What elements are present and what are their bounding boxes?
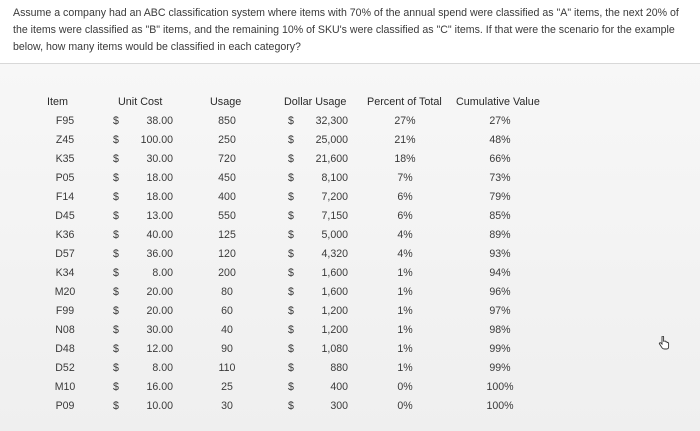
cell-item: K36 (55, 229, 75, 241)
dollar-usage-value: 1,600 (321, 267, 348, 279)
header-unit-cost: Unit Cost (118, 96, 163, 108)
table-row (0, 226, 700, 244)
currency-sign: $ (113, 286, 119, 298)
currency-sign: $ (113, 153, 119, 165)
header-usage: Usage (210, 96, 242, 108)
cell-item: N08 (55, 324, 75, 336)
table-row (0, 264, 700, 282)
cell-item: D57 (55, 248, 75, 260)
unit-cost-value: 20.00 (146, 286, 173, 298)
currency-sign: $ (288, 134, 294, 146)
cell-usage: 25 (221, 381, 233, 393)
cell-usage: 60 (221, 305, 233, 317)
question-text: Assume a company had an ABC classification system where items with 70% of the annual spend were classified as "A" items, the next 20% of the items were classified as "B" items, and the remaining 10% of SKU's were classified as "C" items. If that were the scenario for the example below, how many items would be classified in each category? (13, 7, 679, 53)
cell-cumulative-value: 97% (489, 305, 511, 317)
cell-cumulative-value: 99% (489, 343, 511, 355)
cell-percent-of-total: 0% (397, 400, 413, 412)
cell-cumulative-value: 89% (489, 229, 511, 241)
table-row (0, 112, 700, 130)
currency-sign: $ (113, 229, 119, 241)
currency-sign: $ (113, 305, 119, 317)
cell-cumulative-value: 99% (489, 362, 511, 374)
table-row (0, 397, 700, 415)
dollar-usage-value: 7,200 (321, 191, 348, 203)
currency-sign: $ (288, 362, 294, 374)
dollar-usage-value: 300 (330, 400, 348, 412)
currency-sign: $ (113, 134, 119, 146)
cell-usage: 90 (221, 343, 233, 355)
cell-percent-of-total: 1% (397, 324, 413, 336)
dollar-usage-value: 400 (330, 381, 348, 393)
cell-cumulative-value: 96% (489, 286, 511, 298)
cell-percent-of-total: 1% (397, 362, 413, 374)
pointer-hand-icon (658, 336, 670, 350)
cell-usage: 125 (218, 229, 236, 241)
abc-table-image (0, 64, 700, 431)
cell-item: Z45 (55, 134, 75, 146)
cell-percent-of-total: 6% (397, 191, 413, 203)
cell-cumulative-value: 66% (489, 153, 511, 165)
table-row (0, 283, 700, 301)
cell-item: M20 (54, 286, 76, 298)
cell-percent-of-total: 1% (397, 267, 413, 279)
table-header (0, 93, 700, 111)
cell-percent-of-total: 27% (394, 115, 416, 127)
currency-sign: $ (288, 229, 294, 241)
header-percent-of-total: Percent of Total (367, 96, 442, 108)
currency-sign: $ (113, 115, 119, 127)
currency-sign: $ (288, 267, 294, 279)
header-item: Item (47, 96, 68, 108)
currency-sign: $ (288, 248, 294, 260)
unit-cost-value: 16.00 (146, 381, 173, 393)
table-row (0, 321, 700, 339)
cell-percent-of-total: 1% (397, 305, 413, 317)
cell-percent-of-total: 6% (397, 210, 413, 222)
question-panel (0, 0, 700, 64)
unit-cost-value: 18.00 (146, 191, 173, 203)
unit-cost-value: 12.00 (146, 343, 173, 355)
unit-cost-value: 10.00 (146, 400, 173, 412)
cell-item: F99 (55, 305, 75, 317)
cell-usage: 250 (218, 134, 236, 146)
unit-cost-value: 20.00 (146, 305, 173, 317)
cell-percent-of-total: 1% (397, 286, 413, 298)
cell-item: M10 (54, 381, 76, 393)
cell-cumulative-value: 85% (489, 210, 511, 222)
currency-sign: $ (288, 343, 294, 355)
cell-percent-of-total: 4% (397, 248, 413, 260)
unit-cost-value: 8.00 (152, 267, 173, 279)
unit-cost-value: 18.00 (146, 172, 173, 184)
dollar-usage-value: 4,320 (321, 248, 348, 260)
currency-sign: $ (288, 400, 294, 412)
cell-percent-of-total: 7% (397, 172, 413, 184)
cell-cumulative-value: 98% (489, 324, 511, 336)
currency-sign: $ (288, 286, 294, 298)
table-row (0, 207, 700, 225)
currency-sign: $ (113, 210, 119, 222)
table-row (0, 131, 700, 149)
table-row (0, 340, 700, 358)
cell-usage: 80 (221, 286, 233, 298)
unit-cost-value: 36.00 (146, 248, 173, 260)
cell-cumulative-value: 48% (489, 134, 511, 146)
cell-item: K34 (55, 267, 75, 279)
dollar-usage-value: 5,000 (321, 229, 348, 241)
dollar-usage-value: 21,600 (315, 153, 348, 165)
header-cumulative-value: Cumulative Value (456, 96, 540, 108)
cell-item: P05 (55, 172, 75, 184)
dollar-usage-value: 880 (330, 362, 348, 374)
cell-item: K35 (55, 153, 75, 165)
cell-usage: 720 (218, 153, 236, 165)
currency-sign: $ (113, 267, 119, 279)
cell-usage: 200 (218, 267, 236, 279)
dollar-usage-value: 1,080 (321, 343, 348, 355)
cell-usage: 450 (218, 172, 236, 184)
table-row (0, 188, 700, 206)
unit-cost-value: 38.00 (146, 115, 173, 127)
table-row (0, 359, 700, 377)
header-dollar-usage: Dollar Usage (284, 96, 347, 108)
table-row (0, 245, 700, 263)
cell-cumulative-value: 94% (489, 267, 511, 279)
cell-cumulative-value: 73% (489, 172, 511, 184)
cell-item: D45 (55, 210, 75, 222)
cell-usage: 110 (218, 362, 236, 374)
currency-sign: $ (113, 191, 119, 203)
currency-sign: $ (113, 381, 119, 393)
dollar-usage-value: 1,600 (321, 286, 348, 298)
cell-cumulative-value: 100% (486, 381, 514, 393)
unit-cost-value: 30.00 (146, 324, 173, 336)
currency-sign: $ (288, 191, 294, 203)
currency-sign: $ (113, 172, 119, 184)
unit-cost-value: 100.00 (140, 134, 173, 146)
cell-percent-of-total: 0% (397, 381, 413, 393)
cell-usage: 30 (221, 400, 233, 412)
cell-percent-of-total: 4% (397, 229, 413, 241)
currency-sign: $ (113, 362, 119, 374)
cell-percent-of-total: 21% (394, 134, 416, 146)
dollar-usage-value: 32,300 (315, 115, 348, 127)
cell-item: D48 (55, 343, 75, 355)
cell-item: F14 (55, 191, 75, 203)
unit-cost-value: 30.00 (146, 153, 173, 165)
cell-usage: 120 (218, 248, 236, 260)
currency-sign: $ (288, 115, 294, 127)
unit-cost-value: 40.00 (146, 229, 173, 241)
currency-sign: $ (288, 305, 294, 317)
currency-sign: $ (288, 153, 294, 165)
cell-cumulative-value: 27% (489, 115, 511, 127)
table-row (0, 302, 700, 320)
cell-item: F95 (55, 115, 75, 127)
dollar-usage-value: 1,200 (321, 324, 348, 336)
currency-sign: $ (113, 400, 119, 412)
cell-percent-of-total: 18% (394, 153, 416, 165)
unit-cost-value: 13.00 (146, 210, 173, 222)
dollar-usage-value: 25,000 (315, 134, 348, 146)
cell-cumulative-value: 79% (489, 191, 511, 203)
currency-sign: $ (113, 343, 119, 355)
table-row (0, 378, 700, 396)
cell-usage: 550 (218, 210, 236, 222)
dollar-usage-value: 1,200 (321, 305, 348, 317)
cell-percent-of-total: 1% (397, 343, 413, 355)
currency-sign: $ (288, 210, 294, 222)
currency-sign: $ (113, 324, 119, 336)
cell-item: P09 (55, 400, 75, 412)
currency-sign: $ (288, 324, 294, 336)
cell-usage: 40 (221, 324, 233, 336)
cell-cumulative-value: 93% (489, 248, 511, 260)
cell-usage: 400 (218, 191, 236, 203)
table-row (0, 169, 700, 187)
cell-usage: 850 (218, 115, 236, 127)
dollar-usage-value: 8,100 (321, 172, 348, 184)
currency-sign: $ (288, 172, 294, 184)
cell-item: D52 (55, 362, 75, 374)
currency-sign: $ (113, 248, 119, 260)
cell-cumulative-value: 100% (486, 400, 514, 412)
table-row (0, 150, 700, 168)
unit-cost-value: 8.00 (152, 362, 173, 374)
dollar-usage-value: 7,150 (321, 210, 348, 222)
currency-sign: $ (288, 381, 294, 393)
